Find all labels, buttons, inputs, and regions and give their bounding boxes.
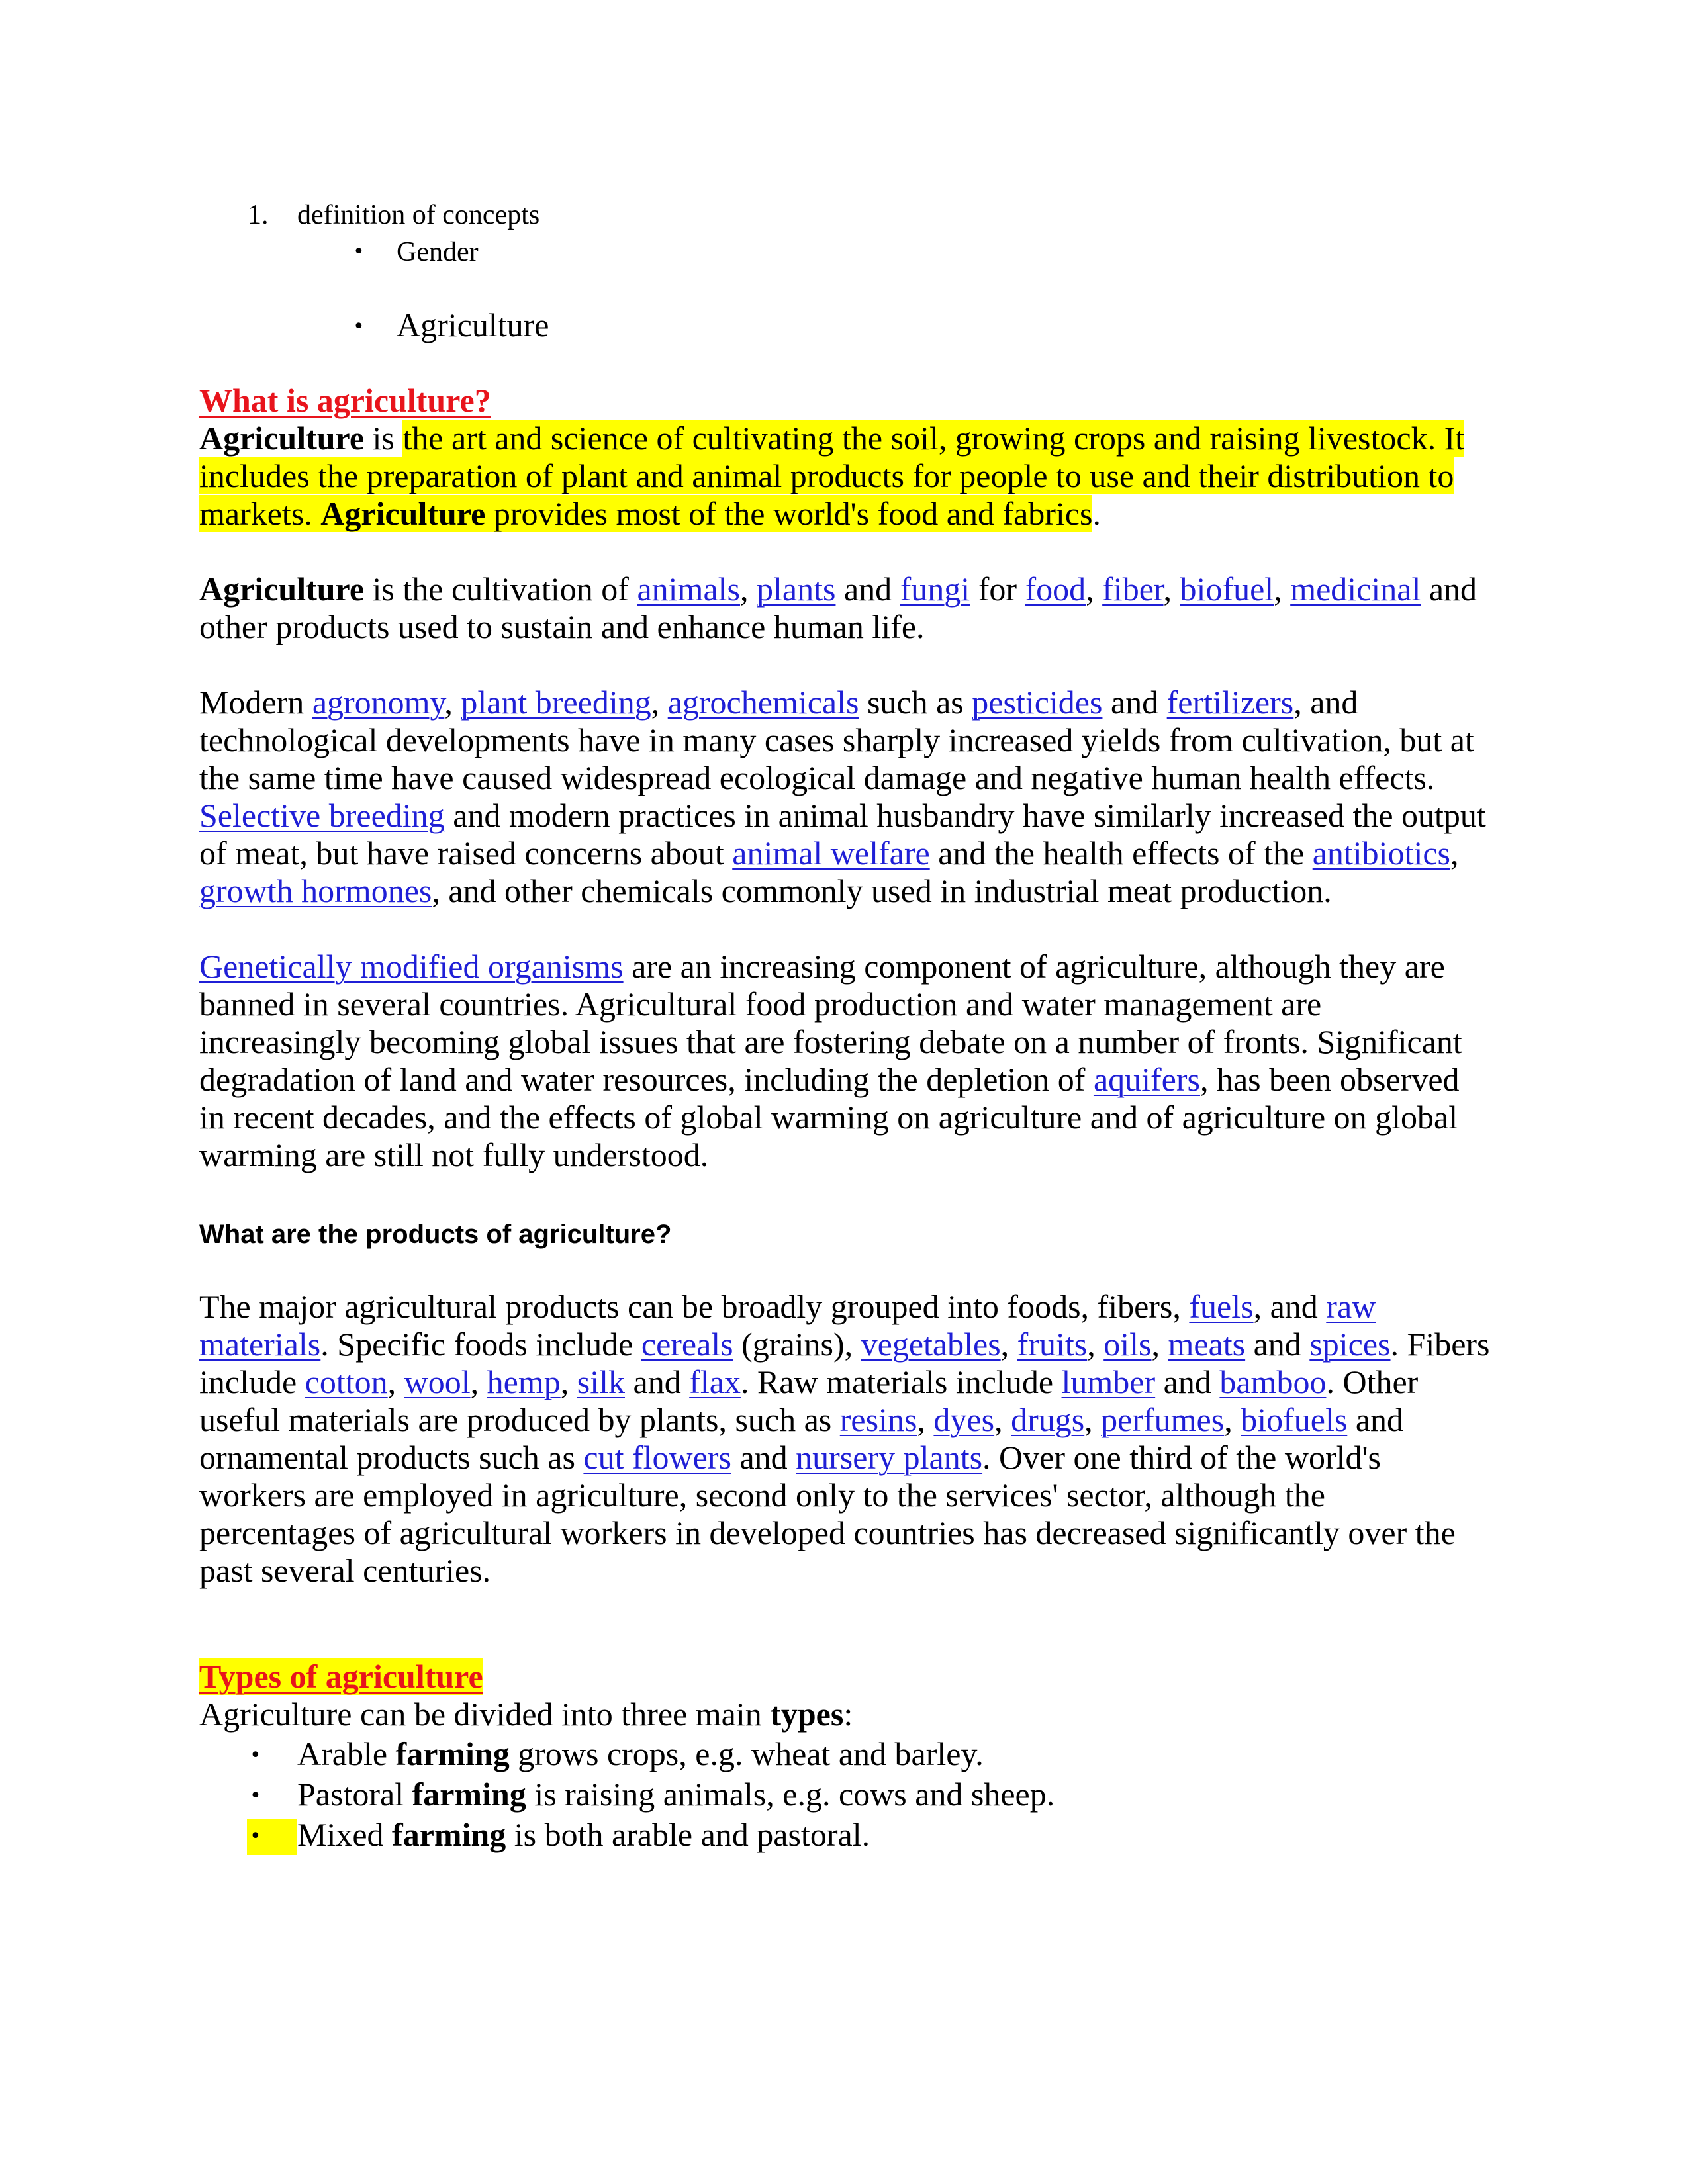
heading-types-of-agriculture xyxy=(199,1658,483,1696)
link-cereals[interactable]: cereals xyxy=(641,1326,733,1363)
link-cotton[interactable]: cotton xyxy=(305,1363,388,1400)
types-intro xyxy=(199,1696,853,1733)
text-line: in recent decades, and the effects of global warming on agriculture and of agriculture on global xyxy=(199,1099,1458,1136)
text: and the health effects of the xyxy=(929,835,1313,872)
text: , has been observed xyxy=(1199,1061,1460,1098)
text: and xyxy=(1245,1326,1310,1363)
text: (grains), xyxy=(733,1326,861,1363)
text: Arable xyxy=(297,1735,396,1772)
text: and modern practices in animal husbandry have similarly increased the output xyxy=(444,797,1486,834)
text: Modern xyxy=(199,684,312,721)
link-resins[interactable]: resins xyxy=(839,1401,917,1438)
text: useful materials are produced by plants, such as xyxy=(199,1401,840,1438)
bullet-icon: • xyxy=(250,1744,261,1767)
text: Mixed xyxy=(297,1816,393,1853)
link-lumber[interactable]: lumber xyxy=(1061,1363,1156,1400)
term-bold: farming xyxy=(395,1735,510,1772)
text-line: technological developments have in many cases sharply increased yields from cultivation, but at xyxy=(199,721,1474,758)
outline-sub-agriculture: Agriculture xyxy=(397,306,549,343)
link-perfumes[interactable]: perfumes xyxy=(1101,1401,1225,1438)
link-aquifers[interactable]: aquifers xyxy=(1093,1061,1200,1098)
text: The major agricultural products can be broadly grouped into foods, fibers, xyxy=(199,1288,1190,1325)
bullet-icon: • xyxy=(353,240,365,263)
text: are an increasing component of agriculture, although they are xyxy=(623,948,1445,985)
text-line: other products used to sustain and enhance human life. xyxy=(199,608,925,645)
text: , xyxy=(1151,1326,1168,1363)
text: . Over one third of the world's xyxy=(982,1439,1381,1476)
text: , xyxy=(1086,570,1103,608)
link-antibiotics[interactable]: antibiotics xyxy=(1312,835,1451,872)
link-pesticides[interactable]: pesticides xyxy=(972,684,1103,721)
term-bold: farming xyxy=(392,1816,506,1853)
text-line: workers are employed in agriculture, second only to the services' sector, although the xyxy=(199,1477,1325,1514)
text: , xyxy=(994,1401,1011,1438)
paragraph-definition xyxy=(199,420,1497,533)
text: of meat, but have raised concerns about xyxy=(199,835,733,872)
link-drugs[interactable]: drugs xyxy=(1011,1401,1085,1438)
text-line: warming are still not fully understood. xyxy=(199,1136,709,1173)
text: , xyxy=(651,684,668,721)
text: and xyxy=(1155,1363,1220,1400)
link-spices[interactable]: spices xyxy=(1309,1326,1391,1363)
text: , xyxy=(470,1363,487,1400)
text: . Specific foods include xyxy=(320,1326,641,1363)
link-vegetables[interactable]: vegetables xyxy=(861,1326,1001,1363)
text-line: percentages of agricultural workers in developed countries has decreased significantly over the xyxy=(199,1514,1456,1551)
term-bold: Agriculture xyxy=(320,495,486,532)
link-animal-welfare[interactable]: animal welfare xyxy=(732,835,930,872)
text-line: banned in several countries. Agricultural food production and water management are xyxy=(199,985,1322,1023)
paragraph-modern-agronomy xyxy=(199,684,1497,910)
paragraph-products xyxy=(199,1288,1497,1590)
heading-text: What is agriculture? xyxy=(199,382,491,419)
text: , xyxy=(1000,1326,1017,1363)
text: and xyxy=(625,1363,690,1400)
bullet-icon: • xyxy=(353,315,365,338)
bullet-icon: • xyxy=(250,1784,261,1807)
link-cut-flowers[interactable]: cut flowers xyxy=(583,1439,731,1476)
link-growth-hormones[interactable]: growth hormones xyxy=(199,872,432,909)
text: such as xyxy=(859,684,972,721)
link-bamboo[interactable]: bamboo xyxy=(1219,1363,1327,1400)
link-selective-breeding[interactable]: Selective breeding xyxy=(199,797,445,834)
text-line: increasingly becoming global issues that are fostering debate on a number of fronts. Significant xyxy=(199,1023,1462,1060)
text: is both arable and pastoral. xyxy=(506,1816,870,1853)
text: . xyxy=(1092,495,1101,532)
term-bold: Agriculture xyxy=(199,570,365,608)
link-flax[interactable]: flax xyxy=(689,1363,741,1400)
link-fungi[interactable]: fungi xyxy=(900,570,970,608)
link-medicinal[interactable]: medicinal xyxy=(1290,570,1421,608)
text: . Fibers xyxy=(1390,1326,1490,1363)
text: , xyxy=(1224,1401,1241,1438)
outline-item-definition: definition of concepts xyxy=(297,200,540,230)
text: . Other xyxy=(1326,1363,1419,1400)
term-bold: farming xyxy=(412,1776,526,1813)
text: for xyxy=(970,570,1025,608)
text: and xyxy=(731,1439,796,1476)
text: grows crops, e.g. wheat and barley. xyxy=(509,1735,984,1772)
link-genetically-modified-organisms[interactable]: Genetically modified organisms xyxy=(199,948,624,985)
text: , xyxy=(1274,570,1291,608)
heading-products-of-agriculture: What are the products of agriculture? xyxy=(199,1220,672,1249)
text: , and other chemicals commonly used in industrial meat production. xyxy=(432,872,1332,909)
outline-number: 1. xyxy=(248,200,269,230)
text: , xyxy=(560,1363,577,1400)
text: : xyxy=(843,1696,853,1733)
text: is the cultivation of xyxy=(364,570,637,608)
link-agrochemicals[interactable]: agrochemicals xyxy=(667,684,859,721)
text: and xyxy=(1347,1401,1404,1438)
text: Pastoral xyxy=(297,1776,412,1813)
text: and xyxy=(1102,684,1167,721)
list-item-pastoral xyxy=(297,1776,1055,1813)
link-wool[interactable]: wool xyxy=(404,1363,471,1400)
text: , xyxy=(1163,570,1180,608)
text: is raising animals, e.g. cows and sheep. xyxy=(526,1776,1055,1813)
text: degradation of land and water resources, including the depletion of xyxy=(199,1061,1094,1098)
link-fuels[interactable]: fuels xyxy=(1189,1288,1254,1325)
link-agronomy[interactable]: agronomy xyxy=(312,684,445,721)
text: and xyxy=(1421,570,1477,608)
heading-text: Types of agriculture xyxy=(199,1658,483,1695)
text: provides most of the world's food and fabrics xyxy=(485,495,1093,532)
text: , xyxy=(387,1363,404,1400)
paragraph-gmo xyxy=(199,948,1497,1174)
link-plants[interactable]: plants xyxy=(757,570,836,608)
list-item-mixed xyxy=(297,1816,870,1854)
link-meats[interactable]: meats xyxy=(1168,1326,1246,1363)
link-materials[interactable]: materials xyxy=(199,1326,321,1363)
link-animals[interactable]: animals xyxy=(637,570,740,608)
text: . Raw materials include xyxy=(740,1363,1062,1400)
term-bold: Agriculture xyxy=(199,420,365,457)
text: , xyxy=(444,684,461,721)
link-fertilizers[interactable]: fertilizers xyxy=(1166,684,1294,721)
link-silk[interactable]: silk xyxy=(577,1363,625,1400)
link-plant-breeding[interactable]: plant breeding xyxy=(461,684,651,721)
bullet-icon: • xyxy=(250,1825,261,1848)
text: and xyxy=(835,570,900,608)
link-dyes[interactable]: dyes xyxy=(933,1401,995,1438)
link-biofuels[interactable]: biofuels xyxy=(1241,1401,1348,1438)
text: Agriculture can be divided into three main xyxy=(199,1696,771,1733)
link-biofuel[interactable]: biofuel xyxy=(1180,570,1274,608)
link-food[interactable]: food xyxy=(1025,570,1086,608)
text-line: the same time have caused widespread ecological damage and negative human health effects. xyxy=(199,759,1435,796)
link-oils[interactable]: oils xyxy=(1103,1326,1152,1363)
text: , xyxy=(1087,1326,1104,1363)
highlighted-text: includes the preparation of plant and animal products for people to use and their distribution to xyxy=(199,457,1454,494)
text: include xyxy=(199,1363,305,1400)
text: , xyxy=(740,570,757,608)
link-fruits[interactable]: fruits xyxy=(1017,1326,1088,1363)
link-fiber[interactable]: fiber xyxy=(1102,570,1164,608)
highlighted-text: the art and science of cultivating the soil, growing crops and raising livestock. It xyxy=(402,420,1465,457)
paragraph-cultivation xyxy=(199,570,1497,646)
text: is xyxy=(364,420,403,457)
text: , and xyxy=(1253,1288,1327,1325)
link-raw[interactable]: raw xyxy=(1326,1288,1376,1325)
text: markets. xyxy=(199,495,321,532)
text: , and xyxy=(1293,684,1358,721)
link-nursery-plants[interactable]: nursery plants xyxy=(796,1439,983,1476)
list-item-arable xyxy=(297,1735,984,1773)
term-bold: types xyxy=(770,1696,844,1733)
text: , xyxy=(1450,835,1459,872)
text: ornamental products such as xyxy=(199,1439,584,1476)
heading-what-is-agriculture xyxy=(199,382,491,420)
link-hemp[interactable]: hemp xyxy=(487,1363,561,1400)
text: , xyxy=(917,1401,934,1438)
text: , xyxy=(1084,1401,1102,1438)
outline-sub-gender: Gender xyxy=(397,237,479,267)
highlighted-text xyxy=(199,495,1092,532)
text-line: past several centuries. xyxy=(199,1552,491,1589)
